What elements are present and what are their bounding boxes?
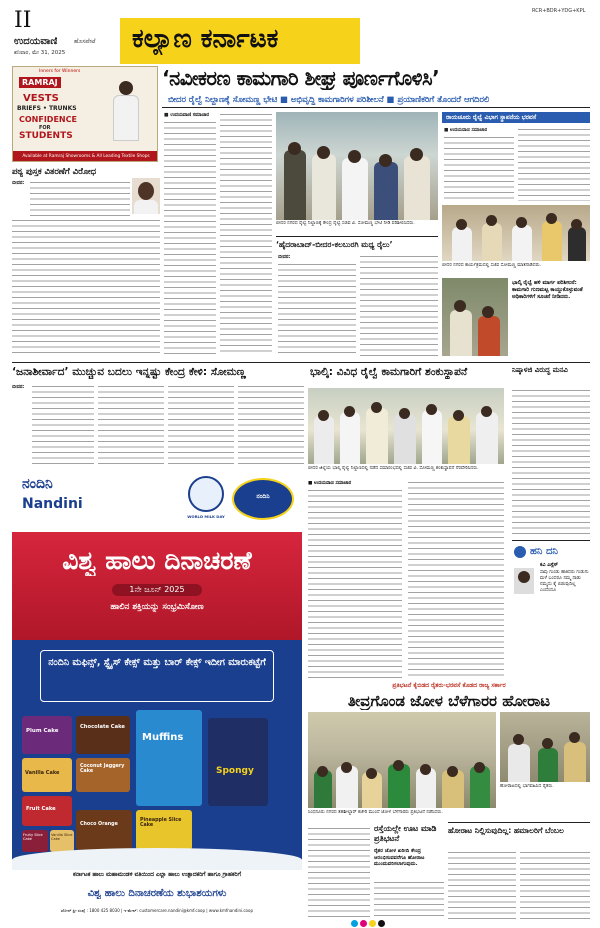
product-choco-orange <box>76 810 132 850</box>
right-story-photo <box>442 205 590 261</box>
story5-body-col2 <box>408 480 504 678</box>
story4-body-col2 <box>98 384 164 464</box>
product-spongy <box>208 718 268 806</box>
product-fruity-slice-label: Fruity Slice Cake <box>23 833 43 841</box>
mid-story-body-col2 <box>360 254 438 356</box>
inset-photo <box>442 278 508 356</box>
registration-marks <box>350 920 386 928</box>
product-chocolate-cake <box>76 716 130 754</box>
page-number: II <box>14 8 32 33</box>
left-story-dateline: ಬೀದರ: <box>12 181 25 186</box>
left-story-portrait <box>132 178 160 214</box>
story4-body-col3 <box>168 384 234 464</box>
ramraj-line4: FOR <box>39 125 51 131</box>
honey-poem: ಸಾವು ಗುಂಡು ಹಾಕಿದರು ಗುಡುಗು ಮಳೆ ಬಂದರೂ ನಮ್ಮ ನಾಡು ನಮ್ಮದು ಕೈ ಬಿಡುವುದಿಲ್ಲ ಎಂದೆಂದೂ <box>540 570 589 593</box>
left-story-body-top <box>30 180 130 216</box>
product-plum-cake-label: Plum Cake <box>26 728 59 734</box>
launch-text: ನಂದಿನಿ ಮಫಿನ್ಸ್, ಸ್ಪ್ಲೈಸ್ ಕೇಕ್ಸ್ ಮತ್ತು ಬಾರ್ ಕೇಕ್ಸ್ ಇದೀಗ ಮಾರುಕಟ್ಟೆಗೆ <box>48 657 266 668</box>
nandini-brand-kn: ನಂದಿನಿ <box>22 476 53 492</box>
product-spongy-label: Spongy <box>216 766 254 776</box>
story5-caption: ಬೀದರ ಜಿಲ್ಲೆಯ ಭಾಲ್ಕಿ ರೈಲ್ವೆ ನಿಲ್ದಾಣದಲ್ಲಿ ನಡೆದ ಸಮಾರಂಭದಲ್ಲಿ ಸಚಿವ ವಿ. ಸೋಮಣ್ಣ ಶಂಕುಸ್ಥಾಪನೆ ನೆರವೇರಿಸಿದರು. <box>308 466 479 471</box>
lead-rule <box>162 107 590 108</box>
issue-date: ಶನಿವಾರ, ಮೇ 31, 2025 <box>14 50 66 56</box>
lead-headline: ‘ನವೀಕರಣ ಕಾಮಗಾರಿ ಶೀಘ್ರ ಪೂರ್ಣಗೊಳಿಸಿ’ <box>162 66 440 90</box>
product-chocolate-cake-label: Chocolate Cake <box>80 724 125 730</box>
bottom-story-b-body-col1 <box>448 850 516 920</box>
product-muffins-label: Muffins <box>142 732 184 743</box>
nandini-footer-org: ಕರ್ನಾಟಕ ಹಾಲು ಮಹಾಮಂಡಳಿ ವತಿಯಿಂದ ಎಲ್ಲಾ ಹಾಲು ಉತ್ಪಾದಕರಿಗೆ ಹಾಗೂ ಗ್ರಾಹಕರಿಗೆ <box>73 872 241 878</box>
ramraj-ad <box>12 66 158 162</box>
right-story-body-col2 <box>518 127 590 201</box>
milk-day-date: 1ನೇ ಜೂನ್ 2025 <box>112 584 202 596</box>
honey-portrait <box>514 568 534 594</box>
right-story-headline: ರಾಯಚೂರು ರೈಲ್ವೆ ವಿಭಾಗ ಸ್ಥಾಪನೆಯ ಭರವಸೆ <box>446 114 537 121</box>
honey-author: ಕವಿ ಎಸ್ಸೆಸ್ <box>540 562 559 568</box>
section-rule-1 <box>12 362 590 363</box>
bottom-story-a-headline: ರಸ್ತೆಯಲ್ಲೇ ಊಟ ಮಾಡಿ ಪ್ರತಿಭಟನೆ <box>374 824 437 843</box>
farmers-caption-side: ಹೋರಾಟದಲ್ಲಿ ಭಾಗವಹಿಸಿದ ರೈತರು. <box>500 784 554 789</box>
product-pineapple-slice <box>136 810 192 850</box>
product-plum-cake <box>22 716 72 754</box>
right-story-body-col1 <box>444 135 514 201</box>
paper-name: ಉದಯವಾಣಿ <box>14 36 58 47</box>
mid-story-body-col1 <box>278 262 356 356</box>
story5-headline: ಭಾಲ್ಕಿ: ವಿವಿಧ ರೈಲ್ವೆ ಕಾಮಗಾರಿಗೆ ಶಂಕುಸ್ಥಾಪನೆ <box>310 366 468 378</box>
world-milk-day-badge-text: WORLD MILK DAY <box>187 514 225 519</box>
product-coconut-jaggery-cake-label: Coconut Jaggery Cake <box>80 764 125 774</box>
edition: ಹೊಸಪೇಟೆ <box>74 38 96 45</box>
ramraj-line1: VESTS <box>23 93 59 104</box>
ramraj-footer: Available at Ramraj Showrooms & All Leading Textile Shops <box>13 151 158 162</box>
farmers-kicker: ಪ್ರತಿಭಟನೆ ಕೈಬಿಡದ ರೈತರು-ಭರವಸೆ ಕೊಡದ ರಾಜ್ಯ ಸರ್ಕಾರ <box>392 682 506 689</box>
product-choco-orange-label: Choco Orange <box>80 822 118 827</box>
honey-icon <box>514 546 526 558</box>
left-story-body <box>12 218 160 356</box>
lead-photo-caption: ಬೀದರ ನಗರದ ರೈಲ್ವೆ ನಿಲ್ದಾಣಕ್ಕೆ ಕೇಂದ್ರ ರೈಲ್ವೆ ಸಚಿವ ವಿ. ಸೋಮಣ್ಣ ಭೇಟಿ ನೀಡಿ ಪರಿಶೀಲಿಸಿದರು. <box>276 221 415 226</box>
ramraj-line3: CONFIDENCE <box>19 115 77 124</box>
nandini-ad <box>12 470 302 920</box>
right-column-body <box>512 388 590 538</box>
product-fruit-cake-label: Fruit Cake <box>26 806 56 812</box>
section-title: ಕಲ್ಯಾಣ ಕರ್ನಾಟಕ <box>132 24 279 54</box>
story4-dateline: ಬೀದರ: <box>12 385 25 390</box>
nandini-footer-wish: ವಿಶ್ವ ಹಾಲು ದಿನಾಚರಣೆಯ ಶುಭಾಶಯಗಳು <box>87 888 227 899</box>
inset-quote: ಭಾಲ್ಕಿ ರೈಲ್ವೆ ಹಳಿ ಮಾರ್ಗ ಪರಿಶೀಲನೆ: ಕಾಮಗಾರಿ ಗುಣಮಟ್ಟ ಕಾಯ್ದುಕೊಳ್ಳುವಂತೆ ಅಧಿಕಾರಿಗಳಿಗೆ ಸೂಚನೆ ನೀಡಿದರು. <box>512 280 583 300</box>
farmers-body-col1 <box>308 826 370 920</box>
nandini-brand-en: Nandini <box>22 496 83 512</box>
product-vanilla-cake-label: Vanilla Cake <box>25 770 60 776</box>
bottom-story-a-body <box>374 880 444 920</box>
story4-body-col4 <box>238 384 304 464</box>
product-pineapple-slice-label: Pineapple Slice Cake <box>140 818 182 828</box>
farmers-photo-side <box>500 712 590 782</box>
farmers-caption-main: ಸಿಂಧನೂರು ನಗರದ ತಹಶೀಲ್ದಾರ್ ಕಚೇರಿ ಮುಂದೆ ಜೋಳ ಬೆಳೆಗಾರರು ಪ್ರತಿಭಟನೆ ನಡೆಸಿದರು. <box>308 810 443 815</box>
lead-subhead: ಬೀದರ ರೈಲ್ವೆ ನಿಲ್ದಾಣಕ್ಕೆ ಸೋಮಣ್ಣ ಭೇಟಿ ■ ಅಭಿವೃದ್ಧಿ ಕಾಮಗಾರಿಗಳ ಪರಿಶೀಲನೆ ■ ಪ್ರಯಾಣಿಕರಿಗೆ ತೊಂದರೆ ಆಗದಿರಲಿ <box>168 94 490 104</box>
story4-headline: ‘ಜನಾಶೀರ್ವಾದ’ ಮುಚ್ಚುವ ಬದಲು ಇನ್ನಷ್ಟು ಕೇಂದ್ರ ಕೇಳಿ: ಸೋಮಣ್ಣ <box>12 366 246 378</box>
product-vanilla-slice-label: Vanilla Slice Cake <box>51 833 73 841</box>
story5-body-col1 <box>308 488 402 678</box>
milk-day-tagline: ಹಾಲಿನ ಶಕ್ತಿಯನ್ನು ಸಂಭ್ರಮಿಸೋಣ <box>110 602 204 612</box>
lead-body-col2 <box>220 112 272 356</box>
story4-body-col1 <box>32 384 94 464</box>
milk-day-title: ವಿಶ್ವ ಹಾಲು ದಿನಾಚರಣೆ <box>62 546 252 575</box>
right-story-caption: ಬೀದರ ನಗರದ ಕಾರ್ಯಕ್ರಮದಲ್ಲಿ ಸಚಿವ ಸೋಮಣ್ಣ ಮಾತನಾಡಿದರು. <box>442 263 542 268</box>
lead-body-col1 <box>164 120 216 356</box>
bottom-story-b-body-col2 <box>520 850 590 920</box>
masthead <box>12 6 592 62</box>
right-column-rule <box>512 540 590 541</box>
bottom-pull-quote: ರೈತರ ಜೋಳ ಖರೀದಿ ಕೇಂದ್ರ ಆರಂಭಿಸುವವರೆಗೂ ಹೋರಾಟ ಮುಂದುವರಿಸಲಾಗುವುದು. <box>374 848 425 867</box>
mid-story-dateline: ಬೀದರ: <box>278 255 291 260</box>
right-story-byline: ■ ಉದಯವಾಣಿ ಸಮಾಚಾರ <box>444 128 488 133</box>
bottom-story-b-headline: ಹೋರಾಟ ನಿಲ್ಲಿಸುವುದಿಲ್ಲ: ಹಮಾಲರಿಗೆ ಬೆಂಬಲ <box>448 826 564 835</box>
farmers-headline: ತೀವ್ರಗೊಂಡ ಜೋಳ ಬೆಳೆಗಾರರ ಹೋರಾಟ <box>347 692 551 710</box>
mid-story-rule <box>276 236 438 237</box>
lead-photo <box>276 112 438 220</box>
product-muffins <box>136 710 202 806</box>
left-story-headline: ಪಠ್ಯ ಪುಸ್ತಕ ವಿತರಣೆಗೆ ವಿರೋಧ <box>12 166 97 176</box>
story5-photo <box>308 388 504 464</box>
story5-byline: ■ ಉದಯವಾಣಿ ಸಮಾಚಾರ <box>308 481 352 486</box>
spilled-milk <box>12 848 302 872</box>
nandini-logo-text: ನಂದಿನಿ <box>256 493 270 500</box>
right-column-headline: ನಿಷ್ಕಾಳಜಿ ವಿರುದ್ಧ ಮನವಿ <box>512 366 568 374</box>
world-milk-day-badge <box>188 476 224 512</box>
bottom-story-b-bar <box>448 822 590 823</box>
ramraj-line5: STUDENTS <box>19 131 73 141</box>
farmers-photo-main <box>308 712 496 808</box>
honey-title: ಹನಿ ದನಿ <box>530 546 558 557</box>
nandini-contact: ಟೋಲ್ ಫ್ರೀ ಸಂಖ್ಯೆ : 1800 425 8030 | ಇ-ಮೇಲ್: customercare.nandini@kmf.coop | www.kmfnandini.coop <box>60 908 253 913</box>
mid-story-headline: ‘ಹೈದರಾಬಾದ್-ಬೀದರ-ಕಲಬುರಗಿ ಮಧ್ಯ ರೈಲು’ <box>276 240 393 249</box>
ramraj-model <box>103 79 151 141</box>
ramraj-line2: BRIEFS • TRUNKS <box>17 105 77 112</box>
edition-codes: RCR+BDR+YDG+KPL <box>532 8 586 14</box>
ramraj-ad-top: Inners for Winners <box>39 69 81 74</box>
lead-byline: ■ ಉದಯವಾಣಿ ಸಮಾಚಾರ <box>164 113 210 118</box>
ramraj-logo: RAMRAJ <box>19 77 61 88</box>
